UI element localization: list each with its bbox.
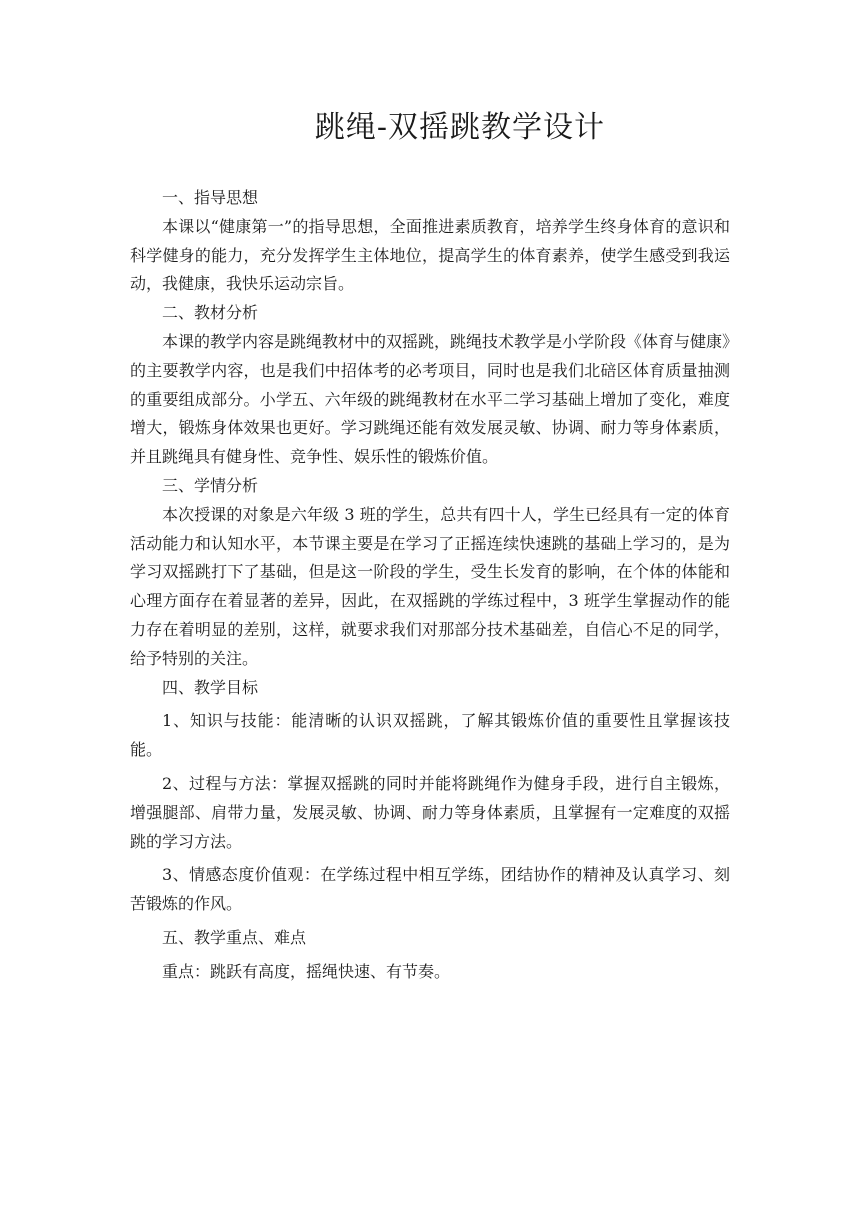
section-heading-student-analysis: 三、学情分析 <box>162 475 259 495</box>
section-heading-material-analysis: 二、教材分析 <box>162 303 259 323</box>
section-heading-guiding-ideology: 一、指导思想 <box>162 188 259 207</box>
paragraph-student-analysis: 本次授课的对象是六年级 3 班的学生，总共有四十人，学生已经具有一定的体育活动能力和认知水平，本节课主要是在学习了正摇连续快速跳的基础上学习的，是为学习双摇跳打下了基础，但是这一阶段的学生，受生长发育的影响，在个体的体能和心理方面存在着显著的差异，因此，在双摇跳的学练过程中，3 班学生掌握动作的能力存在着明显的差别，这样，就要求我们对那部分技术基础差，自信心不足的同学，给予特别的关注。 <box>130 504 730 668</box>
goal-item-process-methods: 2、过程与方法：掌握双摇跳的同时并能将跳绳作为健身手段，进行自主锻炼，增强腿部、肩带力量，发展灵敏、协调、耐力等身体素质，且掌握有一定难度的双摇跳的学习方法。 <box>130 773 730 851</box>
paragraph-material-analysis: 本课的教学内容是跳绳教材中的双摇跳，跳绳技术教学是小学阶段《体育与健康》的主要教学内容，也是我们中招体考的必考项目，同时也是我们北碚区体育质量抽测的重要组成部分。小学五、六年级的跳绳教材在水平二学习基础上增加了变化，难度增大，锻炼身体效果也更好。学习跳绳还能有效发展灵敏、协调、耐力等身体素质，并且跳绳具有健身性、竞争性、娱乐性的锻炼价值。 <box>130 331 731 467</box>
goal-item-knowledge-skills: 1、知识与技能：能清晰的认识双摇跳，了解其锻炼价值的重要性且掌握该技能。 <box>130 711 730 760</box>
paragraph-guiding-ideology: 本课以“健康第一”的指导思想，全面推进素质教育，培养学生终身体育的意识和科学健身的能力，充分发挥学生主体地位，提高学生的体育素养，使学生感受到我运动，我健康，我快乐运动宗旨。 <box>130 216 730 294</box>
goal-item-attitude-values: 3、情感态度价值观：在学练过程中相互学练，团结协作的精神及认真学习、刻苦锻炼的作风。 <box>130 865 730 914</box>
document-title: 跳绳-双摇跳教学设计 <box>314 110 606 145</box>
document-body <box>130 184 730 987</box>
section-heading-teaching-goals: 四、教学目标 <box>162 677 259 697</box>
section-heading-key-difficult-points: 五、教学重点、难点 <box>162 927 307 947</box>
paragraph-key-point: 重点：跳跃有高度，摇绳快速、有节奏。 <box>162 961 451 981</box>
